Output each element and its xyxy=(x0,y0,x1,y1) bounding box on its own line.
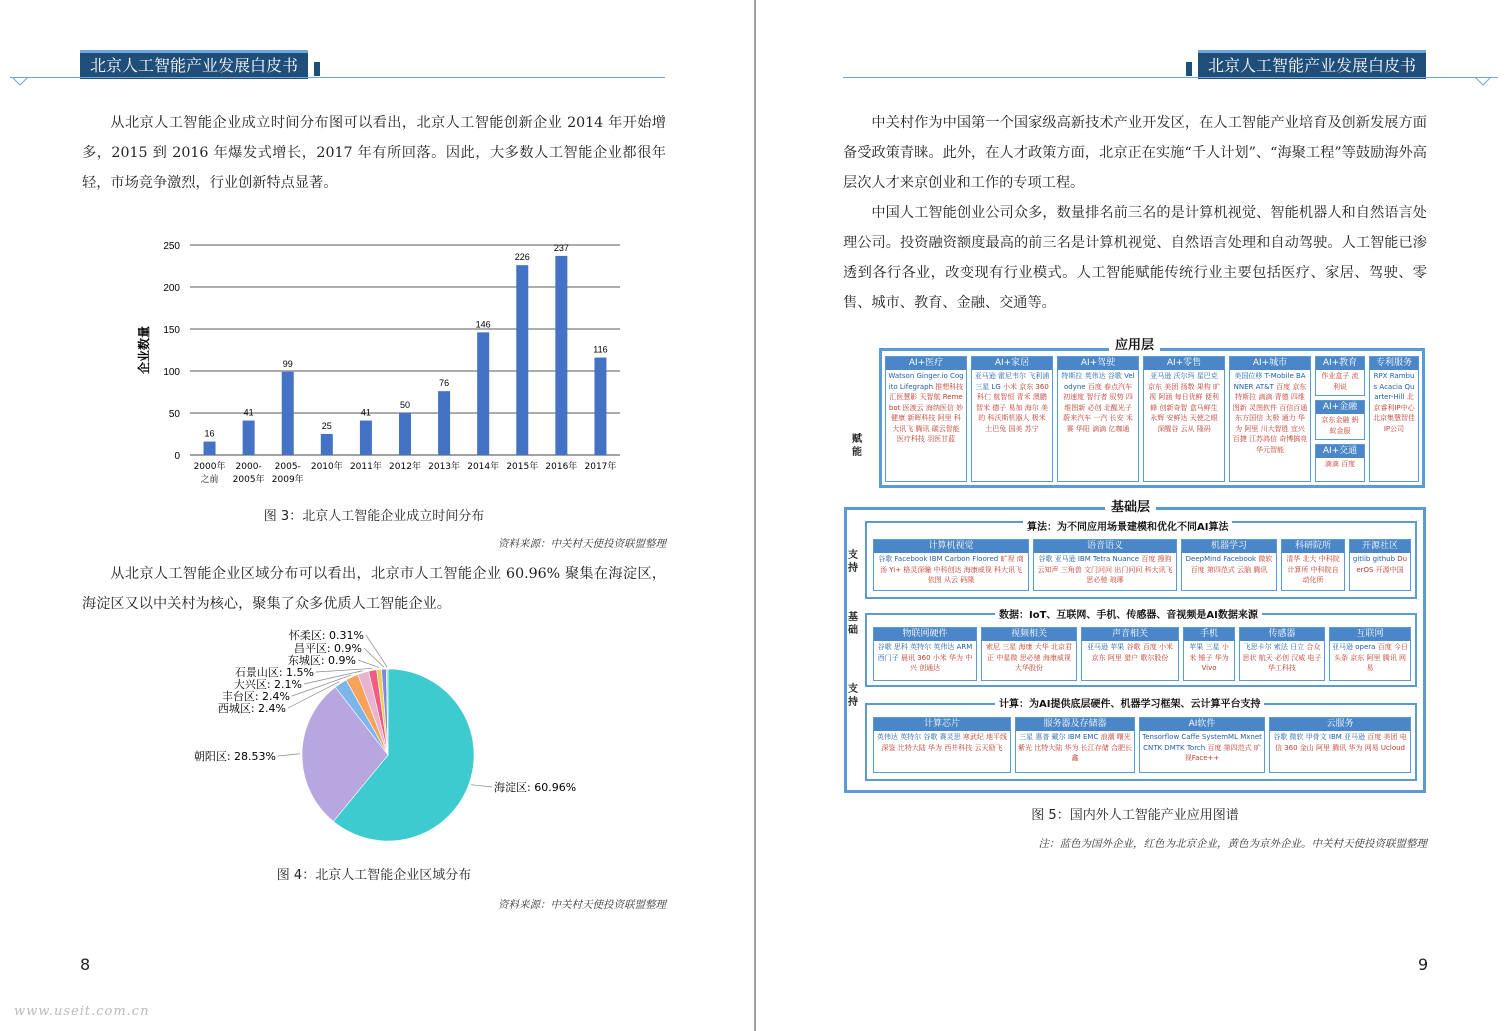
x-tick-label: 2015年 xyxy=(506,462,539,472)
beijing-companies: 谷歌 百度 小米 京东 阿里 猎户 歌尔股份 xyxy=(1091,643,1173,662)
category-box xyxy=(1081,627,1179,681)
category-box xyxy=(1349,539,1411,591)
category-companies xyxy=(1240,641,1324,675)
bar xyxy=(594,358,606,455)
foreign-companies: 谷歌 亚马逊 IBM Tetra Nuance xyxy=(1038,555,1142,563)
page-number-left: 8 xyxy=(80,955,91,974)
category-title: 开源社区 xyxy=(1350,540,1410,553)
category-title: AI+驾驶 xyxy=(1058,357,1138,370)
left-page xyxy=(0,0,754,1031)
foreign-companies: 亚马逊 opera xyxy=(1332,643,1378,651)
category-box xyxy=(1139,717,1265,773)
bar xyxy=(477,332,489,455)
empower-label: 赋能 xyxy=(852,434,862,458)
category-title: AI+城市 xyxy=(1230,357,1310,370)
pie-slice-label: 昌平区: 0.9% xyxy=(293,642,362,655)
beijing-companies: 浪潮 曙光 紫光 比特大陆 华为 长江存储 合肥长鑫 xyxy=(1018,733,1132,762)
support-label-2: 支持 xyxy=(848,684,858,708)
beijing-companies: 清华 北大 中科院计算所 中科院自动化所 xyxy=(1286,555,1340,584)
category-title: 服务器及存储器 xyxy=(1016,718,1134,731)
bar-data-label: 237 xyxy=(553,242,569,253)
category-companies xyxy=(1058,370,1138,435)
category-box xyxy=(981,627,1077,681)
foreign-companies: 英伟达 英特尔 谷歌 赛灵思 xyxy=(876,733,963,741)
beijing-companies: 京东金融 蚂蚁金服 xyxy=(1321,416,1359,435)
foreign-companies: 特斯拉 英伟达 谷歌 Velodyne xyxy=(1061,372,1135,391)
y-tick-label: 50 xyxy=(168,409,180,420)
category-title: 计算机视觉 xyxy=(874,540,1028,553)
category-companies xyxy=(972,370,1052,435)
category-title: 专利服务 xyxy=(1370,357,1418,370)
category-title: 语音语义 xyxy=(1034,540,1176,553)
x-tick-label: 2016年 xyxy=(545,462,578,472)
figure-3-source: 资料来源：中关村天使投资联盟整理 xyxy=(498,538,666,550)
category-companies xyxy=(874,641,976,675)
beijing-companies: 百度 今日头条 京东 阿里 腾讯 网易 xyxy=(1334,643,1408,672)
category-companies xyxy=(1184,641,1234,675)
bar-data-label: 116 xyxy=(593,344,608,355)
pie-slice-label: 朝阳区: 28.53% xyxy=(193,750,276,763)
bar-data-label: 25 xyxy=(321,421,332,431)
category-box xyxy=(1369,356,1419,482)
category-companies xyxy=(1282,553,1344,587)
category-box xyxy=(1057,356,1139,482)
beijing-companies: 合众思状 航天 必创 汉威 电子 华工科技 xyxy=(1242,643,1322,672)
beijing-companies: 旷视 商汤 Yi+ 格灵深瞳 中科创达 海康威视 科大讯飞 依图 从云 码隆 xyxy=(880,555,1024,584)
category-box xyxy=(1281,539,1345,591)
x-tick-label: 之前 xyxy=(200,475,219,485)
page-divider xyxy=(754,0,756,1031)
category-box xyxy=(1315,444,1365,482)
header-chevron-right xyxy=(1475,77,1491,87)
category-title: 互联网 xyxy=(1330,628,1410,641)
x-tick-label: 2000- xyxy=(235,462,262,472)
foreign-companies: DeepMind Facebook xyxy=(1185,555,1259,563)
bar-data-label: 146 xyxy=(475,319,491,330)
bar xyxy=(243,421,255,455)
category-companies xyxy=(1144,370,1224,435)
category-companies xyxy=(1230,370,1310,456)
y-tick-label: 0 xyxy=(174,451,180,462)
foreign-companies: 亚马逊 苹果 xyxy=(1087,643,1127,651)
x-tick-label: 2017年 xyxy=(584,462,617,472)
beijing-companies: 百度 第四范式 旷视Face++ xyxy=(1184,743,1261,762)
category-box xyxy=(971,356,1053,482)
foreign-companies: Tensorflow Caffe SystemML Mxnet CNTK DMTK Torch xyxy=(1142,733,1262,752)
category-title: 计算芯片 xyxy=(874,718,1010,731)
pie-slice-label: 石景山区: 1.5% xyxy=(234,666,314,679)
right-page xyxy=(757,0,1509,1031)
category-box xyxy=(885,356,967,482)
category-companies xyxy=(1270,731,1410,754)
category-box xyxy=(873,717,1011,773)
y-tick-label: 100 xyxy=(163,367,180,378)
category-title: AI+交通 xyxy=(1316,445,1364,458)
beijing-companies: 百度 美团 电信 360 金山 阿里 腾讯 华为 网易 Ucloud xyxy=(1274,733,1407,752)
pie-slice-label: 西城区: 2.4% xyxy=(217,702,286,715)
left-paragraph-1: 从北京人工智能企业成立时间分布图可以看出，北京人工智能创新企业 2014 年开始增多，2015 到 2016 年爆发式增长，2017 年有所回落。因此，大多数人工智能企业都很年轻，市场竞争激烈，行业创新特点显著。 xyxy=(82,115,666,191)
header-rule-left xyxy=(10,77,665,78)
foreign-companies: gitlib github xyxy=(1352,555,1398,563)
pie-leader-line xyxy=(366,635,387,667)
algorithm-title: 算法：为不同应用场景建模和优化不同AI算法 xyxy=(1023,518,1232,533)
beijing-companies: 小米 京东 360 科仁 航智恒 青禾 澳鹏 智米 德子 易加 海尔 美的 科沃斯机器人 极米 土巴兔 国美 苏宁 xyxy=(976,382,1049,433)
foreign-companies: 飞思卡尔 索法 日立 xyxy=(1243,643,1307,651)
category-box xyxy=(1315,400,1365,440)
y-tick-label: 200 xyxy=(163,283,180,294)
pie-slice-label: 海淀区: 60.96% xyxy=(494,781,577,794)
figure-4-source: 资料来源：中关村天使投资联盟整理 xyxy=(498,899,666,911)
bar-data-label: 50 xyxy=(399,400,411,410)
figure-5-note: 注：蓝色为国外企业，红色为北京企业，黄色为京外企业。中关村天使投资联盟整理 xyxy=(1038,838,1427,850)
category-title: 科研院所 xyxy=(1282,540,1344,553)
beijing-companies: 京东 美团 扬数 果构 旷视 阿涵 每日优鲜 便利蜂 创新奇智 盒马鲜生 永辉 安鲜达 天使之眼 深醒谷 云从 隆码 xyxy=(1148,382,1220,433)
pie-leader-line xyxy=(358,660,379,667)
pie-leader-line xyxy=(278,754,300,756)
bar xyxy=(360,421,372,455)
category-companies xyxy=(1316,458,1364,471)
bar xyxy=(204,442,216,455)
category-companies xyxy=(982,641,1076,675)
category-box xyxy=(1183,627,1235,681)
x-tick-label: 2012年 xyxy=(389,462,421,472)
bar xyxy=(399,413,411,455)
category-box xyxy=(1033,539,1177,591)
category-title: AI软件 xyxy=(1140,718,1264,731)
pie-slice-label: 丰台区: 2.4% xyxy=(221,690,290,703)
pie-leader-line xyxy=(471,785,492,787)
x-tick-label: 2005- xyxy=(274,462,301,472)
category-title: AI+金融 xyxy=(1316,401,1364,414)
beijing-companies: 小米 锤子 华为 Vivo xyxy=(1189,643,1229,672)
base-layer-title: 基础层 xyxy=(1105,496,1156,515)
category-title: 视频相关 xyxy=(982,628,1076,641)
x-tick-label: 2011年 xyxy=(349,462,382,472)
pie-slice-label: 大兴区: 2.1% xyxy=(233,678,302,691)
bar xyxy=(516,265,528,455)
bar-data-label: 16 xyxy=(204,428,215,439)
category-title: 声音相关 xyxy=(1082,628,1178,641)
bar xyxy=(282,372,294,455)
application-layer-title: 应用层 xyxy=(1109,334,1160,353)
figure-3-caption: 图 3：北京人工智能企业成立时间分布 xyxy=(263,509,485,524)
beijing-companies: 百度 春点汽车 初速度 智行者 驭势 四维图新 必创 北醒光子 蔚来汽车 一汽 长安 禾赛 华阳 滴滴 亿咖通 xyxy=(1063,382,1133,433)
category-companies xyxy=(1016,731,1134,765)
figure-5-caption: 图 5：国内外人工智能产业应用图谱 xyxy=(1031,808,1239,823)
foreign-companies: 谷歌 微软 甲骨文 IBM 亚马逊 xyxy=(1273,733,1368,741)
category-companies xyxy=(1316,370,1364,393)
category-companies xyxy=(1370,370,1418,435)
bar-data-label: 226 xyxy=(514,252,530,263)
category-companies xyxy=(886,370,966,446)
watermark-logo: www.useit.com.cn xyxy=(14,1004,150,1019)
figure-4-caption: 图 4：北京人工智能企业区域分布 xyxy=(276,868,472,883)
category-companies xyxy=(1330,641,1410,675)
category-title: 云服务 xyxy=(1270,718,1410,731)
bar-data-label: 76 xyxy=(439,378,450,389)
pie-leader-line xyxy=(316,668,372,672)
support-label-1: 支持 xyxy=(848,550,858,574)
right-paragraph-1: 中关村作为中国第一个国家级高新技术产业开发区，在人工智能产业培育及创新发展方面备受政策青睐。此外，在人才政策方面，北京正在实施“千人计划”、“海聚工程”等鼓励海外高层次人才来京创业和工作的专项工程。 xyxy=(843,115,1427,191)
page-number-right: 9 xyxy=(1418,955,1429,974)
foreign-companies: Watson Ginger.io Cogito Lifegraph xyxy=(888,372,964,391)
category-title: AI+医疗 xyxy=(886,357,966,370)
pie-slice-label: 怀柔区: 0.31% xyxy=(288,629,364,642)
category-box xyxy=(1143,356,1225,482)
y-axis-label: 企业数量 xyxy=(137,325,151,375)
category-companies xyxy=(874,553,1028,587)
category-box xyxy=(1269,717,1411,773)
foreign-companies: 美国位移 T-Mobile BANNER AT&T xyxy=(1233,372,1306,391)
header-title-right: 北京人工智能产业发展白皮书 xyxy=(1198,50,1426,79)
category-title: AI+家居 xyxy=(972,357,1052,370)
beijing-companies: 推想科技 汇医慧影 天智航 Remebot 医渡云 海纳医信 妙健康 新晖科技 阿里 科大讯飞 腾讯 碳云智能 医疗科技 羽医甘蓝 xyxy=(888,382,964,443)
right-paragraph-2: 中国人工智能创业公司众多，数量排名前三名的是计算机视觉、智能机器人和自然语言处理公司。投资融资额度最高的前三名是计算机视觉、自然语言处理和自动驾驶。人工智能已渗透到各行各业，改变现有行业模式。人工智能赋能传统行业主要包括医疗、家居、驾驶、零售、城市、教育、金融、交通等。 xyxy=(843,205,1427,311)
beijing-companies: 北京睿利IP中心 北京集慧智佳IP公司 xyxy=(1373,393,1415,433)
beijing-companies: 百度 搜狗 云知声 三角兽 文门问问 出门问问 科大讯飞 思必驰 琅琊 xyxy=(1037,555,1173,584)
category-title: 传感器 xyxy=(1240,628,1324,641)
x-tick-label: 2005年 xyxy=(232,475,265,485)
beijing-companies: DuerOS 开源中国 xyxy=(1356,555,1408,574)
category-companies xyxy=(1316,414,1364,437)
beijing-companies: 索尼 三星 海康 大华 北京君正 中星微 思必驰 海康威视 大华股份 xyxy=(986,643,1072,672)
category-companies xyxy=(1034,553,1176,587)
category-box xyxy=(1329,627,1411,681)
foreign-companies: 亚马逊 霍尼韦尔 飞利浦 三星 LG xyxy=(974,372,1050,391)
foreign-companies: 谷歌 Facebook IBM Carbon Floored xyxy=(878,555,1001,563)
foreign-companies: 苹果 三星 xyxy=(1189,643,1222,651)
base-label: 基础 xyxy=(848,612,858,636)
header-rule-right xyxy=(843,77,1498,78)
beijing-companies: 滴滴 百度 xyxy=(1324,460,1356,468)
x-tick-label: 2010年 xyxy=(310,462,343,472)
header-chevron-left xyxy=(12,77,28,87)
bar xyxy=(321,434,333,455)
header-notch-left xyxy=(314,62,320,76)
bar xyxy=(438,391,450,455)
beijing-companies: 百度 京东 特斯拉 滴滴 青德 四维图新 灵图软件 百信百通 东方国信 太极 通力 华为 阿里 川大智胜 宜兴百捷 江苏鸿信 奇博搞竞 华元智能 xyxy=(1232,382,1308,454)
foreign-companies: RPX Rambus Acacia Quarter-Hill xyxy=(1373,372,1415,401)
category-box xyxy=(1181,539,1277,591)
category-box xyxy=(1015,717,1135,773)
category-companies xyxy=(1182,553,1276,576)
left-paragraph-2: 从北京人工智能企业区域分布可以看出，北京市人工智能企业 60.96% 聚集在海淀区，海淀区又以中关村为核心，聚集了众多优质人工智能企业。 xyxy=(82,566,666,612)
category-companies xyxy=(874,731,1010,754)
category-box xyxy=(1315,356,1365,396)
x-tick-label: 2013年 xyxy=(428,462,461,472)
category-title: 手机 xyxy=(1184,628,1234,641)
bar-data-label: 99 xyxy=(282,358,293,369)
district-pie-chart xyxy=(180,620,620,860)
category-companies xyxy=(1350,553,1410,576)
data-title: 数据：IoT、互联网、手机、传感器、音视频是AI数据来源 xyxy=(995,606,1262,621)
y-tick-label: 250 xyxy=(163,241,180,252)
bar xyxy=(555,256,567,455)
beijing-companies: 作业盒子 流利说 xyxy=(1321,372,1359,391)
beijing-companies: 晨讯 360 小米 华为 中兴 创通达 xyxy=(900,653,973,672)
category-title: AI+零售 xyxy=(1144,357,1224,370)
x-tick-label: 2000年 xyxy=(193,462,226,472)
ai-industry-map xyxy=(843,333,1427,793)
category-companies xyxy=(1140,731,1264,765)
header-notch-right xyxy=(1186,62,1192,76)
beijing-companies: 寒武纪 地平线 深鉴 比特大陆 华为 西井科技 云天励飞 xyxy=(881,733,1008,752)
bar-data-label: 41 xyxy=(243,407,254,418)
category-title: AI+教育 xyxy=(1316,357,1364,370)
compute-title: 计算：为AI提供底层硬件、机器学习框架、云计算平台支持 xyxy=(995,695,1264,710)
category-title: 物联网硬件 xyxy=(874,628,976,641)
foreign-companies: 谷歌 思科 英特尔 英伟达 ARM 西门子 xyxy=(877,643,973,662)
header-title-left: 北京人工智能产业发展白皮书 xyxy=(80,50,308,79)
x-tick-label: 2009年 xyxy=(271,475,304,485)
category-box xyxy=(873,627,977,681)
category-companies xyxy=(1082,641,1178,664)
pie-slice-label: 东城区: 0.9% xyxy=(287,654,356,667)
beijing-companies: 微软 百度 第四范式 云脑 腾讯 xyxy=(1190,555,1273,574)
category-box xyxy=(873,539,1029,591)
bar-data-label: 41 xyxy=(360,407,371,418)
category-box xyxy=(1239,627,1325,681)
founding-time-bar-chart xyxy=(120,232,640,492)
y-tick-label: 150 xyxy=(163,325,180,336)
category-box xyxy=(1229,356,1311,482)
foreign-companies: 三星 惠普 戴尔 IBM EMC xyxy=(1019,733,1101,741)
foreign-companies: 亚马逊 沃尔玛 星巴克 xyxy=(1150,372,1218,380)
category-title: 机器学习 xyxy=(1182,540,1276,553)
x-tick-label: 2014年 xyxy=(467,462,500,472)
